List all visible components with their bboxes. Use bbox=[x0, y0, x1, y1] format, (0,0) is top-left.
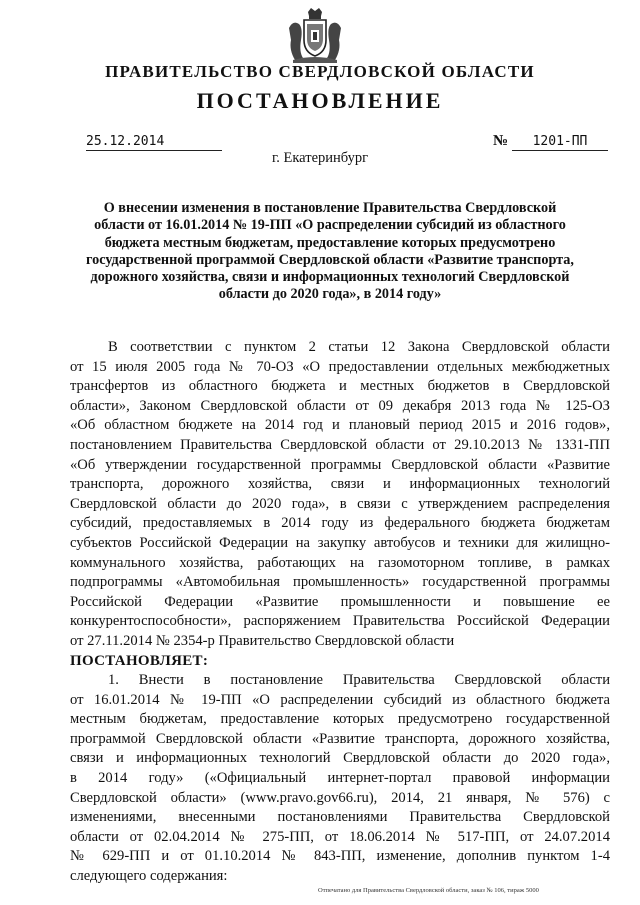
document-body bbox=[70, 338, 610, 887]
body-line: 1. Внести в постановление Правительства Свердловской области bbox=[108, 672, 610, 689]
document-title bbox=[80, 200, 580, 304]
body-line: от 15 июля 2005 года № 70-ОЗ «О предоставлении отдельных межбюджетных bbox=[70, 358, 610, 375]
document-type: ПОСТАНОВЛЕНИЕ bbox=[196, 88, 444, 113]
title-line: дорожного хозяйства, связи и информационных технологий Свердловской bbox=[90, 269, 570, 286]
body-line: области», Законом Свердловской области от 09 декабря 2013 года № 125-ОЗ bbox=[70, 397, 610, 414]
sverdlovsk-coat-of-arms-icon bbox=[283, 6, 347, 64]
print-footer: Отпечатано для Правительства Свердловской области, заказ № 106, тираж 5000 bbox=[318, 887, 539, 894]
title-line: бюджета местным бюджетам, предоставление которых предусмотрено bbox=[104, 234, 556, 251]
body-line: транспорта, дорожного хозяйства, связи и информационных технологий bbox=[70, 476, 610, 493]
body-line: постановлением Правительства Свердловской области от 29.10.2013 № 1331-ПП bbox=[70, 436, 610, 453]
body-line: от 16.01.2014 № 19-ПП «О распределении субсидий из областного бюджета bbox=[70, 691, 610, 708]
title-line: государственной программой Свердловской области «Развитие транспорта, bbox=[86, 251, 574, 268]
body-line: программой Свердловской области «Развитие транспорта, дорожного хозяйства, bbox=[70, 730, 610, 747]
title-line: области до 2020 года», в 2014 году» bbox=[218, 286, 442, 303]
document-number: 1201-ПП bbox=[512, 133, 608, 151]
body-line: «Об утверждении государственной программы Свердловской области «Развитие bbox=[70, 456, 610, 473]
body-line: связи и информационных технологий Свердловской области до 2020 года», bbox=[70, 750, 610, 767]
body-line: местным бюджетам, предоставление которых предусмотрено государственной bbox=[70, 711, 610, 728]
body-line: В соответствии с пунктом 2 статьи 12 Закона Свердловской области bbox=[108, 339, 610, 355]
body-line: «Об областном бюджете на 2014 год и плановый период 2015 и 2016 годов», bbox=[70, 417, 610, 434]
body-line: подпрограммы «Автомобильная промышленность» государственной программы bbox=[70, 574, 610, 591]
government-name: ПРАВИТЕЛЬСТВО СВЕРДЛОВСКОЙ ОБЛАСТИ bbox=[105, 62, 535, 81]
body-line: трансфертов из областного бюджета и местных бюджетов в Свердловской bbox=[70, 378, 610, 395]
title-line: области от 16.01.2014 № 19-ПП «О распределении субсидий из областного bbox=[94, 217, 566, 234]
body-line: конкурентоспособности», распоряжением Правительства Российской Федерации bbox=[70, 613, 610, 630]
body-line: Свердловской области» (www.pravo.gov66.ru), 2014, 21 января, № 576) с bbox=[70, 789, 610, 806]
number-sign: № bbox=[493, 133, 509, 149]
body-line: субсидий, предоставляемых в 2014 году из федерального бюджета бюджетам bbox=[70, 515, 610, 532]
body-line: от 27.11.2014 № 2354-р Правительство Свердловской области bbox=[70, 632, 455, 649]
body-line: изменениями, внесенными постановлениями Правительства Свердловской bbox=[70, 809, 610, 826]
body-line: в 2014 году» («Официальный интернет-портал правовой информации bbox=[70, 770, 610, 787]
resolves-heading: ПОСТАНОВЛЯЕТ: bbox=[70, 652, 209, 669]
body-line: № 629-ПП и от 01.10.2014 № 843-ПП, изменение, дополнив пунктом 1-4 bbox=[70, 848, 610, 865]
body-line: Свердловской области до 2020 года», в связи с утверждением распределения bbox=[70, 495, 610, 512]
title-line: О внесении изменения в постановление Правительства Свердловской bbox=[103, 200, 557, 216]
body-line: субъектов Российской Федерации на закупку автобусов и техники для жилищно- bbox=[70, 534, 610, 551]
body-line: области от 02.04.2014 № 275-ПП, от 18.06.2014 № 517-ПП, от 24.07.2014 bbox=[70, 828, 610, 845]
city: г. Екатеринбург bbox=[271, 150, 369, 166]
document-date: 25.12.2014 bbox=[86, 133, 222, 151]
body-line: Российской Федерации «Развитие промышленности и повышение ее bbox=[70, 593, 610, 610]
body-line: следующего содержания: bbox=[70, 868, 228, 885]
body-line: коммунального хозяйства, работающих на газомоторном топливе, в рамках bbox=[70, 554, 610, 571]
